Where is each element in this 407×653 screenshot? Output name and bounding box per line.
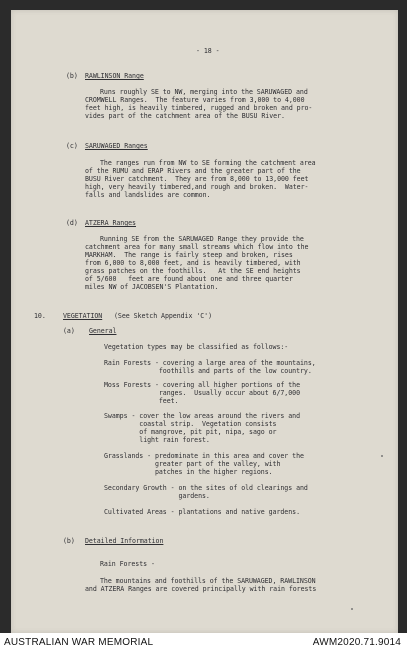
body-line: miles NW of JACOBSEN'S Plantation. [85, 283, 219, 291]
section-label: (c) [66, 142, 78, 150]
vegetation-type-line: Cultivated Areas - plantations and native gardens. [104, 508, 300, 516]
body-line: from 6,000 to 8,000 feet, and is heavily timbered, with [85, 259, 301, 267]
archive-name: AUSTRALIAN WAR MEMORIAL [4, 637, 154, 648]
body-line: CROMWELL Ranges. The feature varies from 3,000 to 4,000 [85, 96, 305, 104]
body-line: vides part of the catchment area of the BUSU River. [85, 112, 285, 120]
vegetation-type-line: light rain forest. [104, 436, 210, 444]
section-heading: VEGETATION [63, 312, 103, 320]
body-line: MARKHAM. The range is fairly steep and broken, rises [85, 251, 293, 259]
vegetation-type-line: coastal strip. Vegetation consists [104, 420, 277, 428]
body-line: The ranges run from NW to SE forming the catchment area [100, 159, 316, 167]
section-heading: RAWLINSON Range [85, 72, 144, 80]
vegetation-type-line: ranges. Usually occur about 6/7,000 [104, 389, 300, 397]
body-line: of 5/600 feet are found about one and three quarter [85, 275, 293, 283]
body-line: Rain Forests - [100, 560, 155, 568]
vegetation-type-line: Rain Forests - covering a large area of the mountains, [104, 359, 316, 367]
vegetation-type-line: gardens. [104, 492, 210, 500]
body-line: BUSU River catchment. They are from 8,000 to 13,000 feet [85, 175, 309, 183]
vegetation-type-line: of mangrove, pit pit, nipa, sago or [104, 428, 277, 436]
paper-speck [381, 455, 383, 457]
appendix-reference: (See Sketch Appendix 'C') [114, 312, 212, 320]
vegetation-type-line: Moss Forests - covering all higher portions of the [104, 381, 300, 389]
body-line: high, very heavily timbered,and rough and broken. Water- [85, 183, 309, 191]
vegetation-type-line: foothills and parts of the low country. [104, 367, 312, 375]
body-line: The mountains and foothills of the SARUWAGED, RAWLINSON [100, 577, 316, 585]
subsection-heading: General [89, 327, 117, 335]
body-line: grass patches on the foothills. At the SE end heights [85, 267, 301, 275]
section-heading: SARUWAGED Ranges [85, 142, 148, 150]
vegetation-type-line: greater part of the valley, with [104, 460, 281, 468]
body-line: falls and landslides are common. [85, 191, 211, 199]
page-number: - 18 - [196, 47, 220, 55]
body-line: Runs roughly SE to NW, merging into the SARUWAGED and [100, 88, 308, 96]
paper-speck [351, 608, 353, 610]
section-label: (d) [66, 219, 78, 227]
accession-number: AWM2020.71.9014 [312, 637, 401, 648]
body-line: of the RUMU and ERAP Rivers and the greater part of the [85, 167, 301, 175]
body-line: Running SE from the SARUWAGED Range they provide the [100, 235, 304, 243]
body-line: and ATZERA Ranges are covered principally with rain forests [85, 585, 317, 593]
section-number: 10. [34, 312, 46, 320]
vegetation-type-line: Swamps - cover the low areas around the rivers and [104, 412, 300, 420]
body-line: catchment area for many small streams which flow into the [85, 243, 309, 251]
vegetation-type-line: Secondary Growth - on the sites of old clearings and [104, 484, 308, 492]
subsection-label: (b) [63, 537, 75, 545]
section-label: (b) [66, 72, 78, 80]
body-line: feet high, is heavily timbered, rugged and broken and pro- [85, 104, 313, 112]
archive-footer [0, 633, 407, 653]
section-heading: ATZERA Ranges [85, 219, 136, 227]
vegetation-type-line: feet. [104, 397, 179, 405]
body-line: Vegetation types may be classified as follows:- [104, 343, 289, 351]
subsection-heading: Detailed Information [85, 537, 164, 545]
subsection-label: (a) [63, 327, 75, 335]
vegetation-type-line: Grasslands - predominate in this area and cover the [104, 452, 304, 460]
vegetation-type-line: patches in the higher regions. [104, 468, 273, 476]
